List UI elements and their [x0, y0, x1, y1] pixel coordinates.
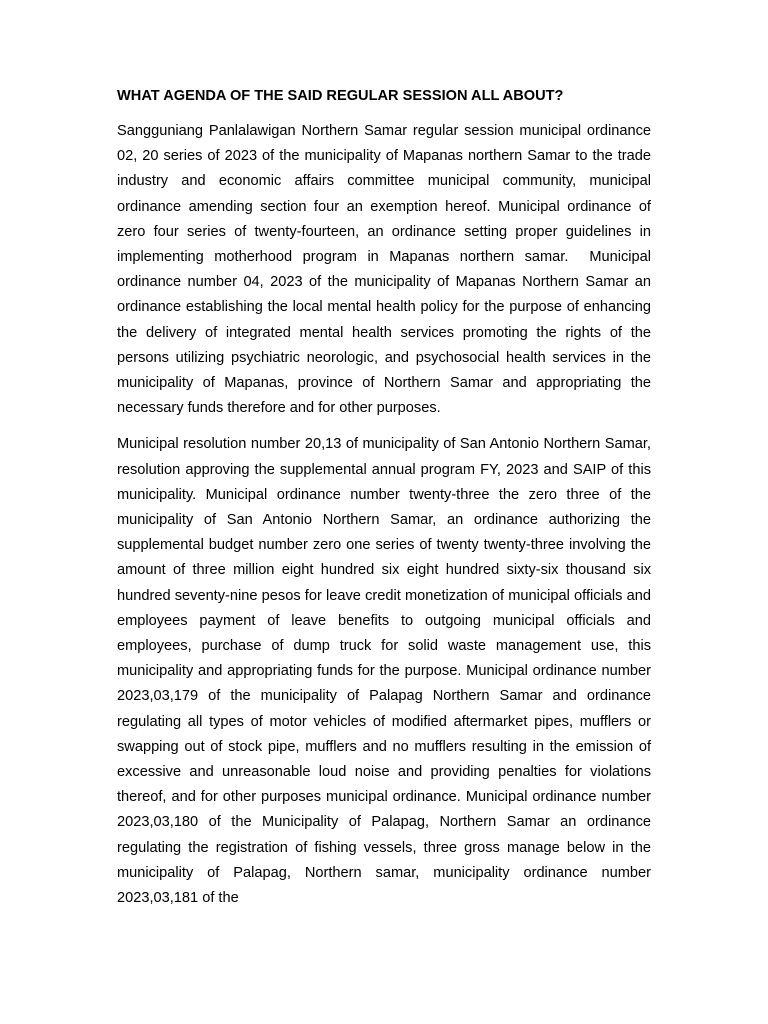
document-page	[117, 86, 656, 922]
paragraph-1: Sangguniang Panlalawigan Northern Samar regular session municipal ordinance 02, 20 series of 2023 of the municipality of Mapanas northern Samar to the trade industry and economic affairs committee municipal community, municipal ordinance amending section four an exemption hereof. Municipal ordinance of zero four series of twenty-fourteen, an ordinance setting proper guidelines in implementing motherhood program in Mapanas northern samar. Municipal ordinance number 04, 2023 of the municipality of Mapanas Northern Samar an ordinance establishing the local mental health policy for the purpose of enhancing the delivery of integrated mental health services promoting the rights of the persons utilizing psychiatric neorologic, and psychosocial health services in the municipality of Mapanas, province of Northern Samar and appropriating the necessary funds therefore and for other purposes.	[117, 123, 656, 417]
paragraph-2: Municipal resolution number 20,13 of municipality of San Antonio Northern Samar, resolution approving the supplemental annual program FY, 2023 and SAIP of this municipality. Municipal ordinance number twenty-three the zero three of the municipality of San Antonio Northern Samar, an ordinance authorizing the supplemental budget number zero one series of twenty twenty-three involving the amount of three million eight hundred six eight hundred sixty-six thousand six hundred seventy-nine pesos for leave credit monetization of municipal officials and employees payment of leave benefits to outgoing municipal officials and employees, purchase of dump truck for solid waste management use, this municipality and appropriating funds for the purpose. Municipal ordinance number 2023,03,179 of the municipality of Palapag Northern Samar and ordinance regulating all types of motor vehicles of modified aftermarket pipes, mufflers or swapping out of stock pipe, mufflers and no mufflers resulting in the emission of excessive and unreasonable loud noise and providing penalties for violations thereof, and for other purposes municipal ordinance. Municipal ordinance number 2023,03,180 of the Municipality of Palapag, Northern Samar an ordinance regulating the registration of fishing vessels, three gross manage below in the municipality of Palapag, Northern samar, municipality ordinance number 2023,03,181 of the	[117, 436, 656, 907]
document-heading: WHAT AGENDA OF THE SAID REGULAR SESSION ALL ABOUT?	[117, 88, 564, 104]
